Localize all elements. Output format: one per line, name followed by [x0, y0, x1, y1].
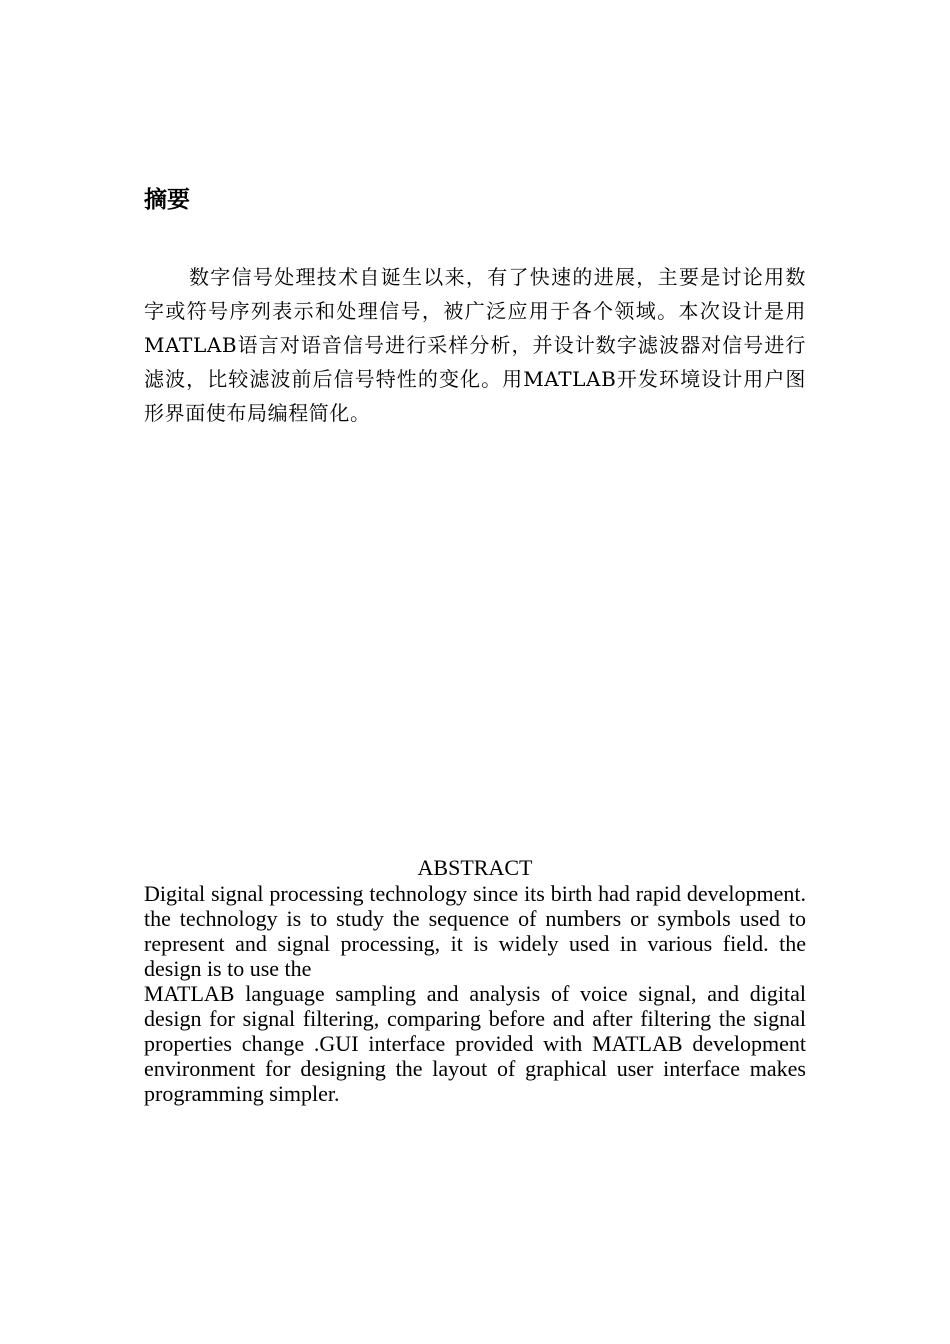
chinese-abstract-heading: 摘要 — [144, 187, 190, 213]
english-abstract-paragraph-1: Digital signal processing technology since its birth had rapid development. the technology is to study the sequence of numbers or symbols used to represent and signal processing, it is widely used in various field. the design is to use the — [144, 881, 806, 981]
english-abstract-paragraph-2: MATLAB language sampling and analysis of voice signal, and digital design for signal filtering, comparing before and after filtering the signal properties change .GUI interface provided with MATLAB development environment for designing the layout of graphical user interface makes programming simpler. — [144, 981, 806, 1106]
chinese-abstract-body: 数字信号处理技术自诞生以来，有了快速的进展，主要是讨论用数字或符号序列表示和处理信号，被广泛应用于各个领域。本次设计是用MATLAB语言对语音信号进行采样分析，并设计数字滤波器对信号进行滤波，比较滤波前后信号特性的变化。用MATLAB开发环境设计用户图形界面使布局编程简化。 — [144, 265, 806, 425]
english-abstract-body — [144, 881, 806, 1106]
english-abstract-heading: ABSTRACT — [417, 855, 533, 880]
